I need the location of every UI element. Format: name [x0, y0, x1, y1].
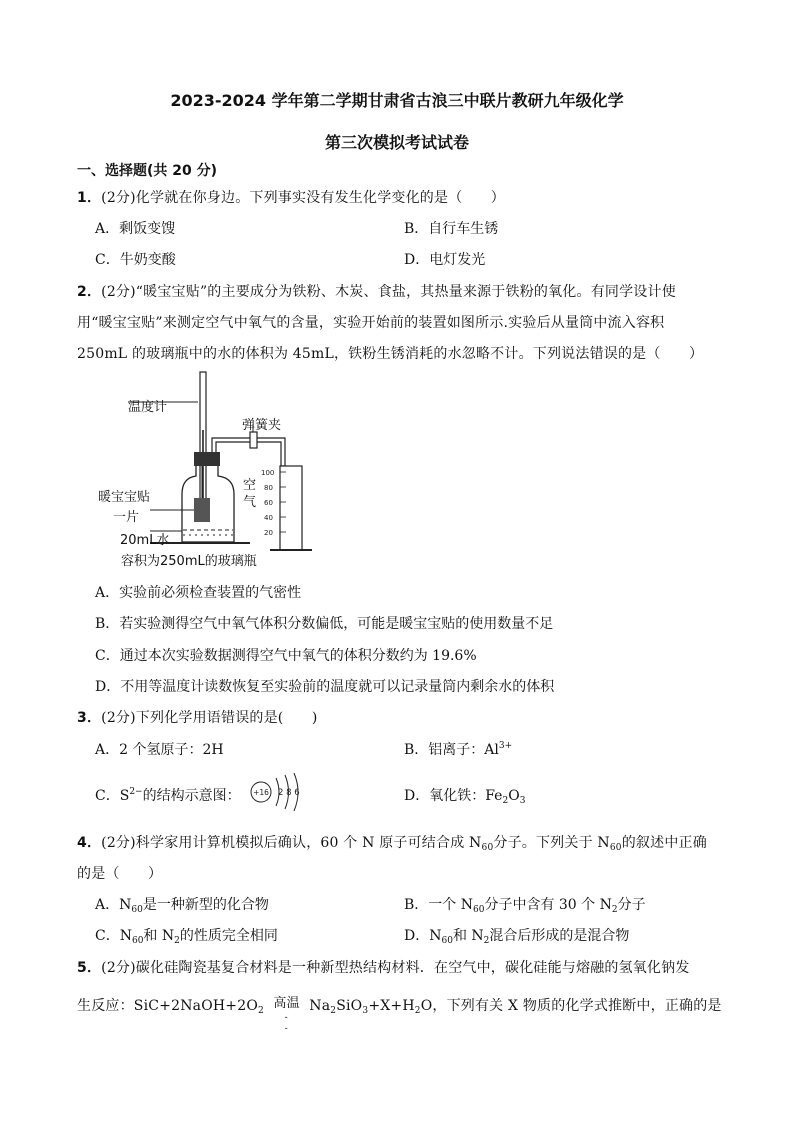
- question-score: (2分): [101, 284, 136, 300]
- question-number: 3．: [77, 710, 102, 726]
- q4-option-a: [95, 894, 269, 914]
- option-text: A．N: [95, 897, 132, 913]
- option-text: C．S: [95, 788, 130, 804]
- equals-mark: -: [284, 1013, 288, 1023]
- question-score: (2分): [101, 190, 136, 206]
- charge-superscript: 2−: [129, 787, 143, 797]
- question-3-stem: [77, 707, 318, 727]
- q1-option-b: B．自行车生锈: [404, 221, 499, 237]
- q3-option-c: [95, 785, 241, 805]
- question-1-stem: [77, 187, 505, 207]
- q1-option-a: A．剩饭变馊: [95, 221, 176, 237]
- cylinder-tick-label: 40: [264, 514, 273, 522]
- question-text: 分子。下列关于 N: [493, 835, 610, 851]
- q2-option-d: D．不用等温度计读数恢复至实验前的温度就可以记录量筒内剩余水的体积: [95, 679, 555, 695]
- question-2-line2: 用“暖宝宝贴”来测定空气中氧气的含量，实验开始前的装置如图所示.实验后从量筒中流入容积: [77, 315, 665, 331]
- q4-option-d: [404, 925, 629, 945]
- question-text: 碳化硅陶瓷基复合材料是一种新型热结构材料．在空气中，碳化硅能与熔融的氢氧化钠发: [135, 960, 690, 976]
- question-score: (2分): [101, 960, 136, 976]
- cylinder-tick-label: 20: [264, 529, 273, 537]
- section-heading: 一、选择题(共 20 分): [77, 163, 218, 179]
- option-text: D．N: [404, 928, 442, 944]
- question-text: 化学就在你身边。下列事实没有发生化学变化的是（ ）: [135, 190, 505, 206]
- option-text: 混合后形成的是混合物: [489, 928, 630, 944]
- graduated-cylinder: [280, 466, 302, 550]
- question-text: “暖宝宝贴”的主要成分为铁粉、木炭、食盐，其热量来源于铁粉的氧化。有同学设计使: [135, 284, 676, 300]
- option-text: 分子中含有 30 个 N: [484, 897, 612, 913]
- connecting-tube: [212, 438, 285, 452]
- label-spring-clip: 弹簧夹: [242, 418, 282, 433]
- exam-title-line1: 2023-2024 学年第二学期甘肃省古浪三中联片教研九年级化学: [170, 91, 624, 110]
- subscript: 2: [258, 1006, 264, 1016]
- subscript: 2: [611, 905, 618, 915]
- question-number: 2．: [77, 284, 102, 300]
- option-text: 和 N: [143, 928, 175, 944]
- option-text: 的性质完全相同: [179, 928, 278, 944]
- subscript: 2: [483, 936, 490, 946]
- option-text: B．一个 N: [404, 897, 473, 913]
- question-score: (2分): [101, 835, 136, 851]
- label-bottle: 容积为250mL的玻璃瓶: [121, 554, 257, 569]
- equals-mark: -: [284, 1024, 288, 1034]
- subscript: 2: [414, 1006, 421, 1016]
- subscript: 2: [502, 796, 509, 806]
- question-text: 生反应：SiC+2NaOH+2O: [77, 998, 259, 1014]
- question-number: 5．: [77, 960, 102, 976]
- q3-option-d: [404, 785, 525, 805]
- question-5-line2: [77, 995, 722, 1034]
- option-text: O: [508, 788, 520, 804]
- nucleus-charge: +16: [253, 788, 269, 797]
- question-text: +X+H: [368, 998, 415, 1014]
- subscript: 3: [362, 1006, 369, 1016]
- cylinder-tick-label: 80: [264, 484, 273, 492]
- cylinder-tick-label: 100: [261, 469, 275, 477]
- subscript: 60: [441, 936, 453, 946]
- shell-electrons: 2 8 6: [278, 788, 300, 798]
- cylinder-tick-label: 60: [264, 499, 273, 507]
- subscript: 60: [481, 843, 494, 853]
- question-text: 下列化学用语错误的是( ): [135, 710, 318, 726]
- q2-option-c: C．通过本次实验数据测得空气中氧气的体积分数约为 19.6%: [95, 648, 477, 664]
- subscript: 60: [473, 905, 485, 915]
- question-5-line1: [77, 957, 690, 977]
- question-2-line3: 250mL 的玻璃瓶中的水的体积为 45mL，铁粉生锈消耗的水忽略不计。下列说法错误的是（ ）: [77, 346, 704, 362]
- q1-option-d: D．电灯发光: [404, 252, 486, 268]
- question-text: 的叙述中正确: [621, 835, 707, 851]
- label-warmer-pad: 暖宝宝贴: [98, 490, 151, 505]
- option-text: 是一种新型的化合物: [142, 897, 269, 913]
- option-text: 分子: [617, 897, 646, 913]
- warmer-pad: [194, 498, 210, 522]
- question-text: Na: [309, 998, 331, 1014]
- q2-option-a: A．实验前必须检查装置的气密性: [95, 585, 302, 601]
- option-text: C．N: [95, 928, 132, 944]
- spring-clip: [250, 432, 257, 448]
- question-number: 4．: [77, 835, 102, 851]
- label-air-1: 空: [243, 478, 257, 493]
- label-warmer-pad-count: 一片: [113, 510, 140, 525]
- label-thermometer: 温度计: [128, 400, 168, 415]
- subscript: 3: [519, 796, 526, 806]
- subscript: 60: [609, 843, 622, 853]
- q3-option-b: [404, 739, 512, 759]
- charge-superscript: 3+: [498, 741, 513, 751]
- question-text: SiO: [336, 998, 363, 1014]
- question-text: O，下列有关 X 物质的化学式推断中，正确的是: [420, 998, 722, 1014]
- q4-option-b: [404, 894, 646, 914]
- question-number: 1．: [77, 190, 102, 206]
- option-text: B．铝离子：Al: [404, 742, 499, 758]
- question-4-line1: [77, 832, 707, 852]
- rubber-stopper: [194, 452, 220, 466]
- exam-title-line2: 第三次模拟考试试卷: [324, 133, 469, 152]
- label-air-2: 气: [243, 495, 257, 510]
- question-text: 科学家用计算机模拟后确认，60 个 N 原子可结合成 N: [135, 835, 482, 851]
- subscript: 2: [174, 936, 180, 946]
- option-text: 的结构示意图：: [142, 788, 241, 804]
- label-water: 20mL水: [120, 533, 170, 548]
- option-text: 和 N: [452, 928, 484, 944]
- option-text: D．氧化铁：Fe: [404, 788, 503, 804]
- q3-option-a: A．2 个氢原子：2H: [95, 742, 224, 758]
- sulfur-ion-structure-diagram: [249, 770, 309, 812]
- question-4-line2: 的是（ ）: [77, 866, 163, 882]
- question-2-line1: [77, 281, 676, 301]
- question-score: (2分): [101, 710, 136, 726]
- subscript: 2: [330, 1006, 337, 1016]
- subscript: 60: [131, 905, 143, 915]
- subscript: 60: [131, 936, 144, 946]
- q4-option-c: [95, 925, 278, 945]
- q2-option-b: B．若实验测得空气中氧气体积分数偏低，可能是暖宝宝贴的使用数量不足: [95, 616, 554, 632]
- q1-option-c: C．牛奶变酸: [95, 252, 176, 268]
- condition-text: 高温: [273, 996, 300, 1011]
